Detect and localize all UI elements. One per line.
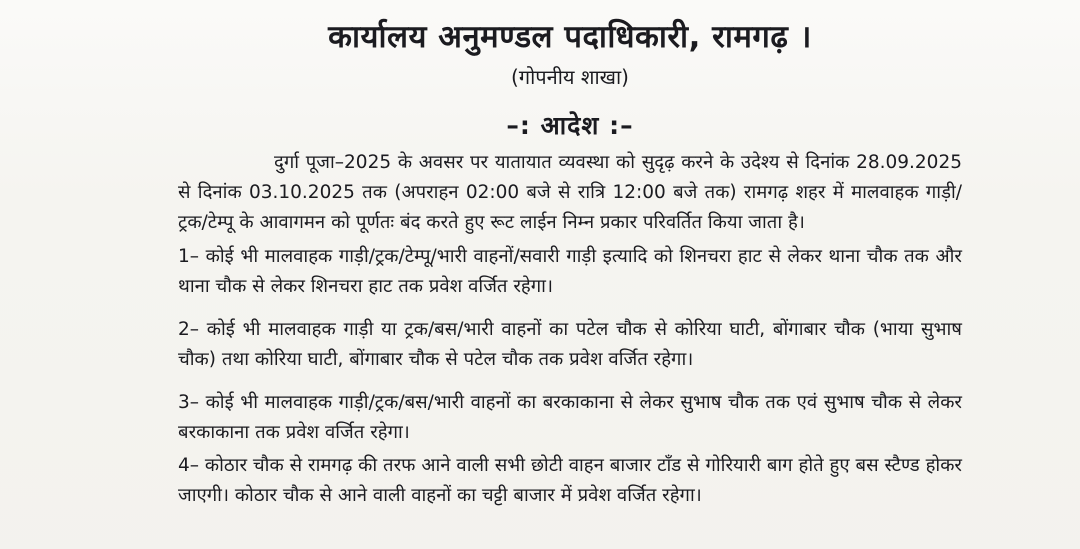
paragraph-item-2: 2– कोई भी मालवाहक गाड़ी या ट्रक/बस/भारी वाहनों का पटेल चौक से कोरिया घाटी, बोंगाबार चौक (भाया सुभाष चौक) तथा कोरिया घाटी, बोंगाबार चौक से पटेल चौक तक प्रवेश वर्जित रहेगा। xyxy=(178,318,962,370)
document-header xyxy=(178,18,962,142)
paragraph-item-4: 4– कोठार चौक से रामगढ़ की तरफ आने वाली सभी छोटी वाहन बाजार टाँड से गोरियारी बाग होते हुए बस स्टैण्ड होकर जाएगी। कोठार चौक से आने वाली वाहनों का चट्टी बाजार में प्रवेश वर्जित रहेगा। xyxy=(178,455,962,507)
document-body xyxy=(178,148,962,512)
paragraph-intro: दुर्गा पूजा–2025 के अवसर पर यातायात व्यवस्था को सुदृढ़ करने के उदेश्य से दिनांक 28.09.2025 से दिनांक 03.10.2025 तक (अपराहन 02:00 बजे से रात्रि 12:00 बजे तक) रामगढ़ शहर में मालवाहक गाड़ी/ट्रक/टेम्पू के आवागमन को पूर्णतः बंद करते हुए रूट लाईन निम्न प्रकार परिवर्तित किया जाता है। xyxy=(178,151,962,233)
office-title: कार्यालय अनुमण्डल पदाधिकारी, रामगढ़ । xyxy=(328,19,812,55)
order-heading: –: आदेश :– xyxy=(506,110,634,140)
paragraph-item-1: 1– कोई भी मालवाहक गाड़ी/ट्रक/टेम्पू/भारी वाहनों/सवारी गाड़ी इत्यादि को शिनचरा हाट से लेकर थाना चौक तक और थाना चौक से लेकर शिनचरा हाट तक प्रवेश वर्जित रहेगा। xyxy=(178,245,962,297)
paragraph-item-3: 3– कोई भी मालवाहक गाड़ी/ट्रक/बस/भारी वाहनों का बरकाकाना से लेकर सुभाष चौक तक एवं सुभाष चौक से लेकर बरकाकाना तक प्रवेश वर्जित रहेगा। xyxy=(178,391,962,443)
branch-subtitle: (गोपनीय शाखा) xyxy=(511,64,629,89)
